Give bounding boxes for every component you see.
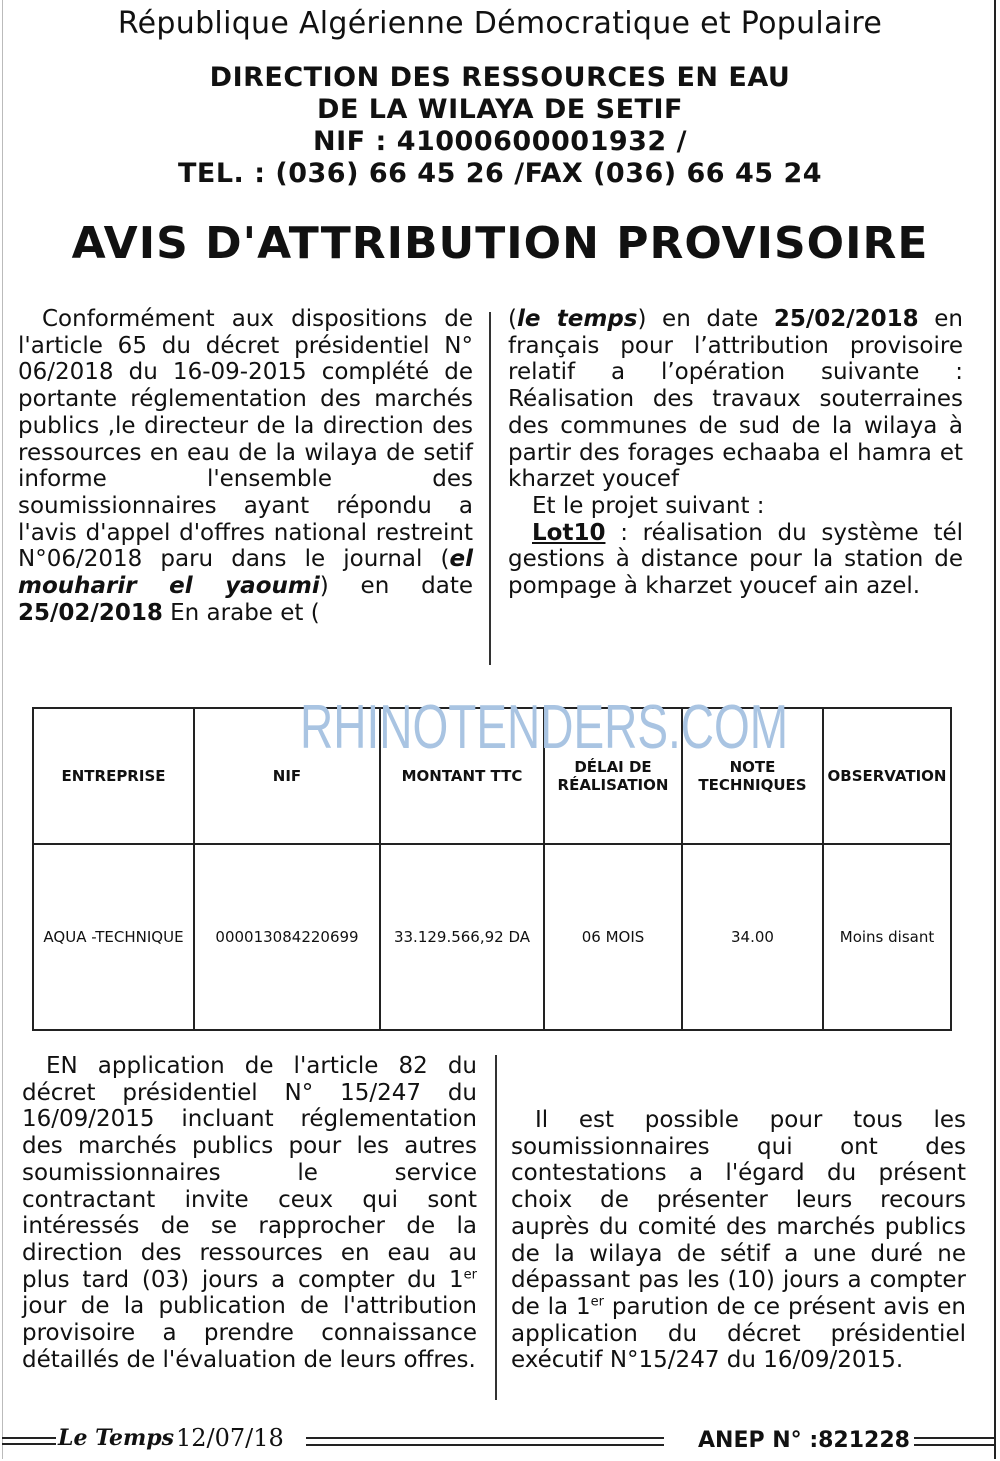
- body-column-left: [18, 306, 473, 626]
- publication-logo: Le Temps: [58, 1425, 175, 1451]
- cell-entreprise: AQUA -TECHNIQUE: [33, 844, 194, 1030]
- project-intro: Et le projet suivant :: [532, 492, 765, 519]
- tel-fax-line: TEL. : (036) 66 45 26 /FAX (036) 66 45 24: [177, 158, 823, 189]
- intro-continuation: (le temps) en date 25/02/2018 en français pour l’attribution provisoire relatif a l’opération suivante : Réalisation des travaux souterraines des communes de sud de la wilaya à partir des forages echaaba el hamra et kharzet youcef: [508, 306, 963, 493]
- notice-title: AVIS D'ATTRIBUTION PROVISOIRE: [71, 218, 929, 269]
- cell-note: 34.00: [682, 844, 823, 1030]
- lot-label: Lot10: [532, 519, 606, 546]
- article-82-paragraph: [22, 1053, 477, 1373]
- direction-line-1: DIRECTION DES RESSOURCES EN EAU: [209, 62, 791, 93]
- table-header-row: [33, 708, 951, 844]
- cell-delai: 06 MOIS: [544, 844, 682, 1030]
- intro-text-b: ) en date: [319, 573, 474, 600]
- intro-text-c: En arabe et (: [162, 599, 320, 626]
- footer-rule-right-2: [914, 1444, 994, 1446]
- footer-rule-right: [914, 1437, 994, 1439]
- bottom-column-right: [511, 1053, 966, 1374]
- cell-observation: Moins disant: [823, 844, 951, 1030]
- header-nif: NIF: [194, 708, 380, 844]
- lot-paragraph: [508, 520, 963, 600]
- intro-text-a: Conformément aux dispositions de l'article 65 du décret présidentiel N° 06/2018 du 16-09-2015 complété de portante réglementation des marchés publics ,le directeur de la direction des ressources en eau de la wilaya de setif informe l'ensemble des soumissionnaires ayant répondu a l'avis d'appel d'offres national restreint N°06/2018 paru dans le journal (: [18, 306, 473, 573]
- anep-number: ANEP N° :821228: [698, 1428, 910, 1453]
- direction-line-2: DE LA WILAYA DE SETIF: [317, 94, 683, 125]
- lot-text: : réalisation du système tél gestions à distance pour la station de pompage à kharzet youcef ain azel.: [508, 519, 963, 600]
- bottom-column-left: [22, 1053, 477, 1373]
- watermark: RHINOTENDERS.COM: [300, 691, 789, 762]
- nif-line: NIF : 41000600001932 /: [313, 126, 687, 157]
- publication-date-1: 25/02/2018: [18, 599, 163, 626]
- footer-rule-mid: [306, 1437, 664, 1439]
- body-column-right: [508, 306, 963, 600]
- attribution-table: [32, 707, 952, 1031]
- superscript-er-2: er: [590, 1294, 605, 1310]
- header-note: NOTE TECHNIQUES: [682, 708, 823, 844]
- journal-name-french: le temps: [516, 306, 638, 332]
- cell-nif: 000013084220699: [194, 844, 380, 1030]
- cell-montant: 33.129.566,92 DA: [380, 844, 544, 1030]
- header-observation: OBSERVATION: [823, 708, 951, 844]
- footer-rule-left-2: [2, 1443, 56, 1445]
- header-entreprise: ENTREPRISE: [33, 708, 194, 844]
- republic-text: République Algérienne Démocratique et Populaire: [117, 6, 883, 41]
- article-82-text-a: EN application de l'article 82 du décret présidentiel N° 15/247 du 16/09/2015 incluant réglementation des marchés publics pour les autres soumissionnaires le service contractant invite ceux qui sont intéressés de se rapprocher de la direction des ressources en eau au plus tard (03) jours a compter du 1: [22, 1053, 477, 1293]
- recourse-text-a: Il est possible pour tous les soumissionnaires qui ont des contestations a l'égard du présent choix de présenter leurs recours auprès du comité des marchés publics de la wilaya de sétif a une duré ne dépassant pas les (10) jours a compter de la 1: [511, 1107, 966, 1320]
- superscript-er-1: er: [463, 1266, 477, 1282]
- header-montant: MONTANT TTC: [380, 708, 544, 844]
- recourse-paragraph: [511, 1107, 966, 1374]
- header-delai: DÉLAI DE RÉALISATION: [544, 708, 682, 844]
- publication-date-2: 25/02/2018: [773, 306, 919, 332]
- republic-heading: [0, 6, 1000, 41]
- table-row: [33, 844, 951, 1030]
- journal-name-arabic: el mouharir el yaoumi: [18, 546, 473, 600]
- publication-date: 12/07/18: [176, 1424, 284, 1452]
- intro-paragraph: [18, 306, 473, 626]
- footer-rule-mid-2: [306, 1444, 664, 1446]
- recourse-text-b: parution de ce présent avis en application du décret présidentiel exécutif N°15/247 du 16/09/2015.: [511, 1293, 966, 1374]
- intro-text-d: ) en date: [637, 306, 774, 332]
- bottom-column-divider: [495, 1055, 497, 1400]
- column-divider: [489, 312, 491, 665]
- intro-text-e: en français pour l’attribution provisoire relatif a l’opération suivante : Réalisation des travaux souterraines des communes de sud de la wilaya à partir des forages echaaba el hamra et kharzet youcef: [508, 306, 963, 493]
- footer-rule-left: [2, 1437, 56, 1439]
- article-82-text-b: jour de la publication de l'attribution provisoire a prendre connaissance détaillés de l'évaluation de leurs offres.: [22, 1293, 477, 1373]
